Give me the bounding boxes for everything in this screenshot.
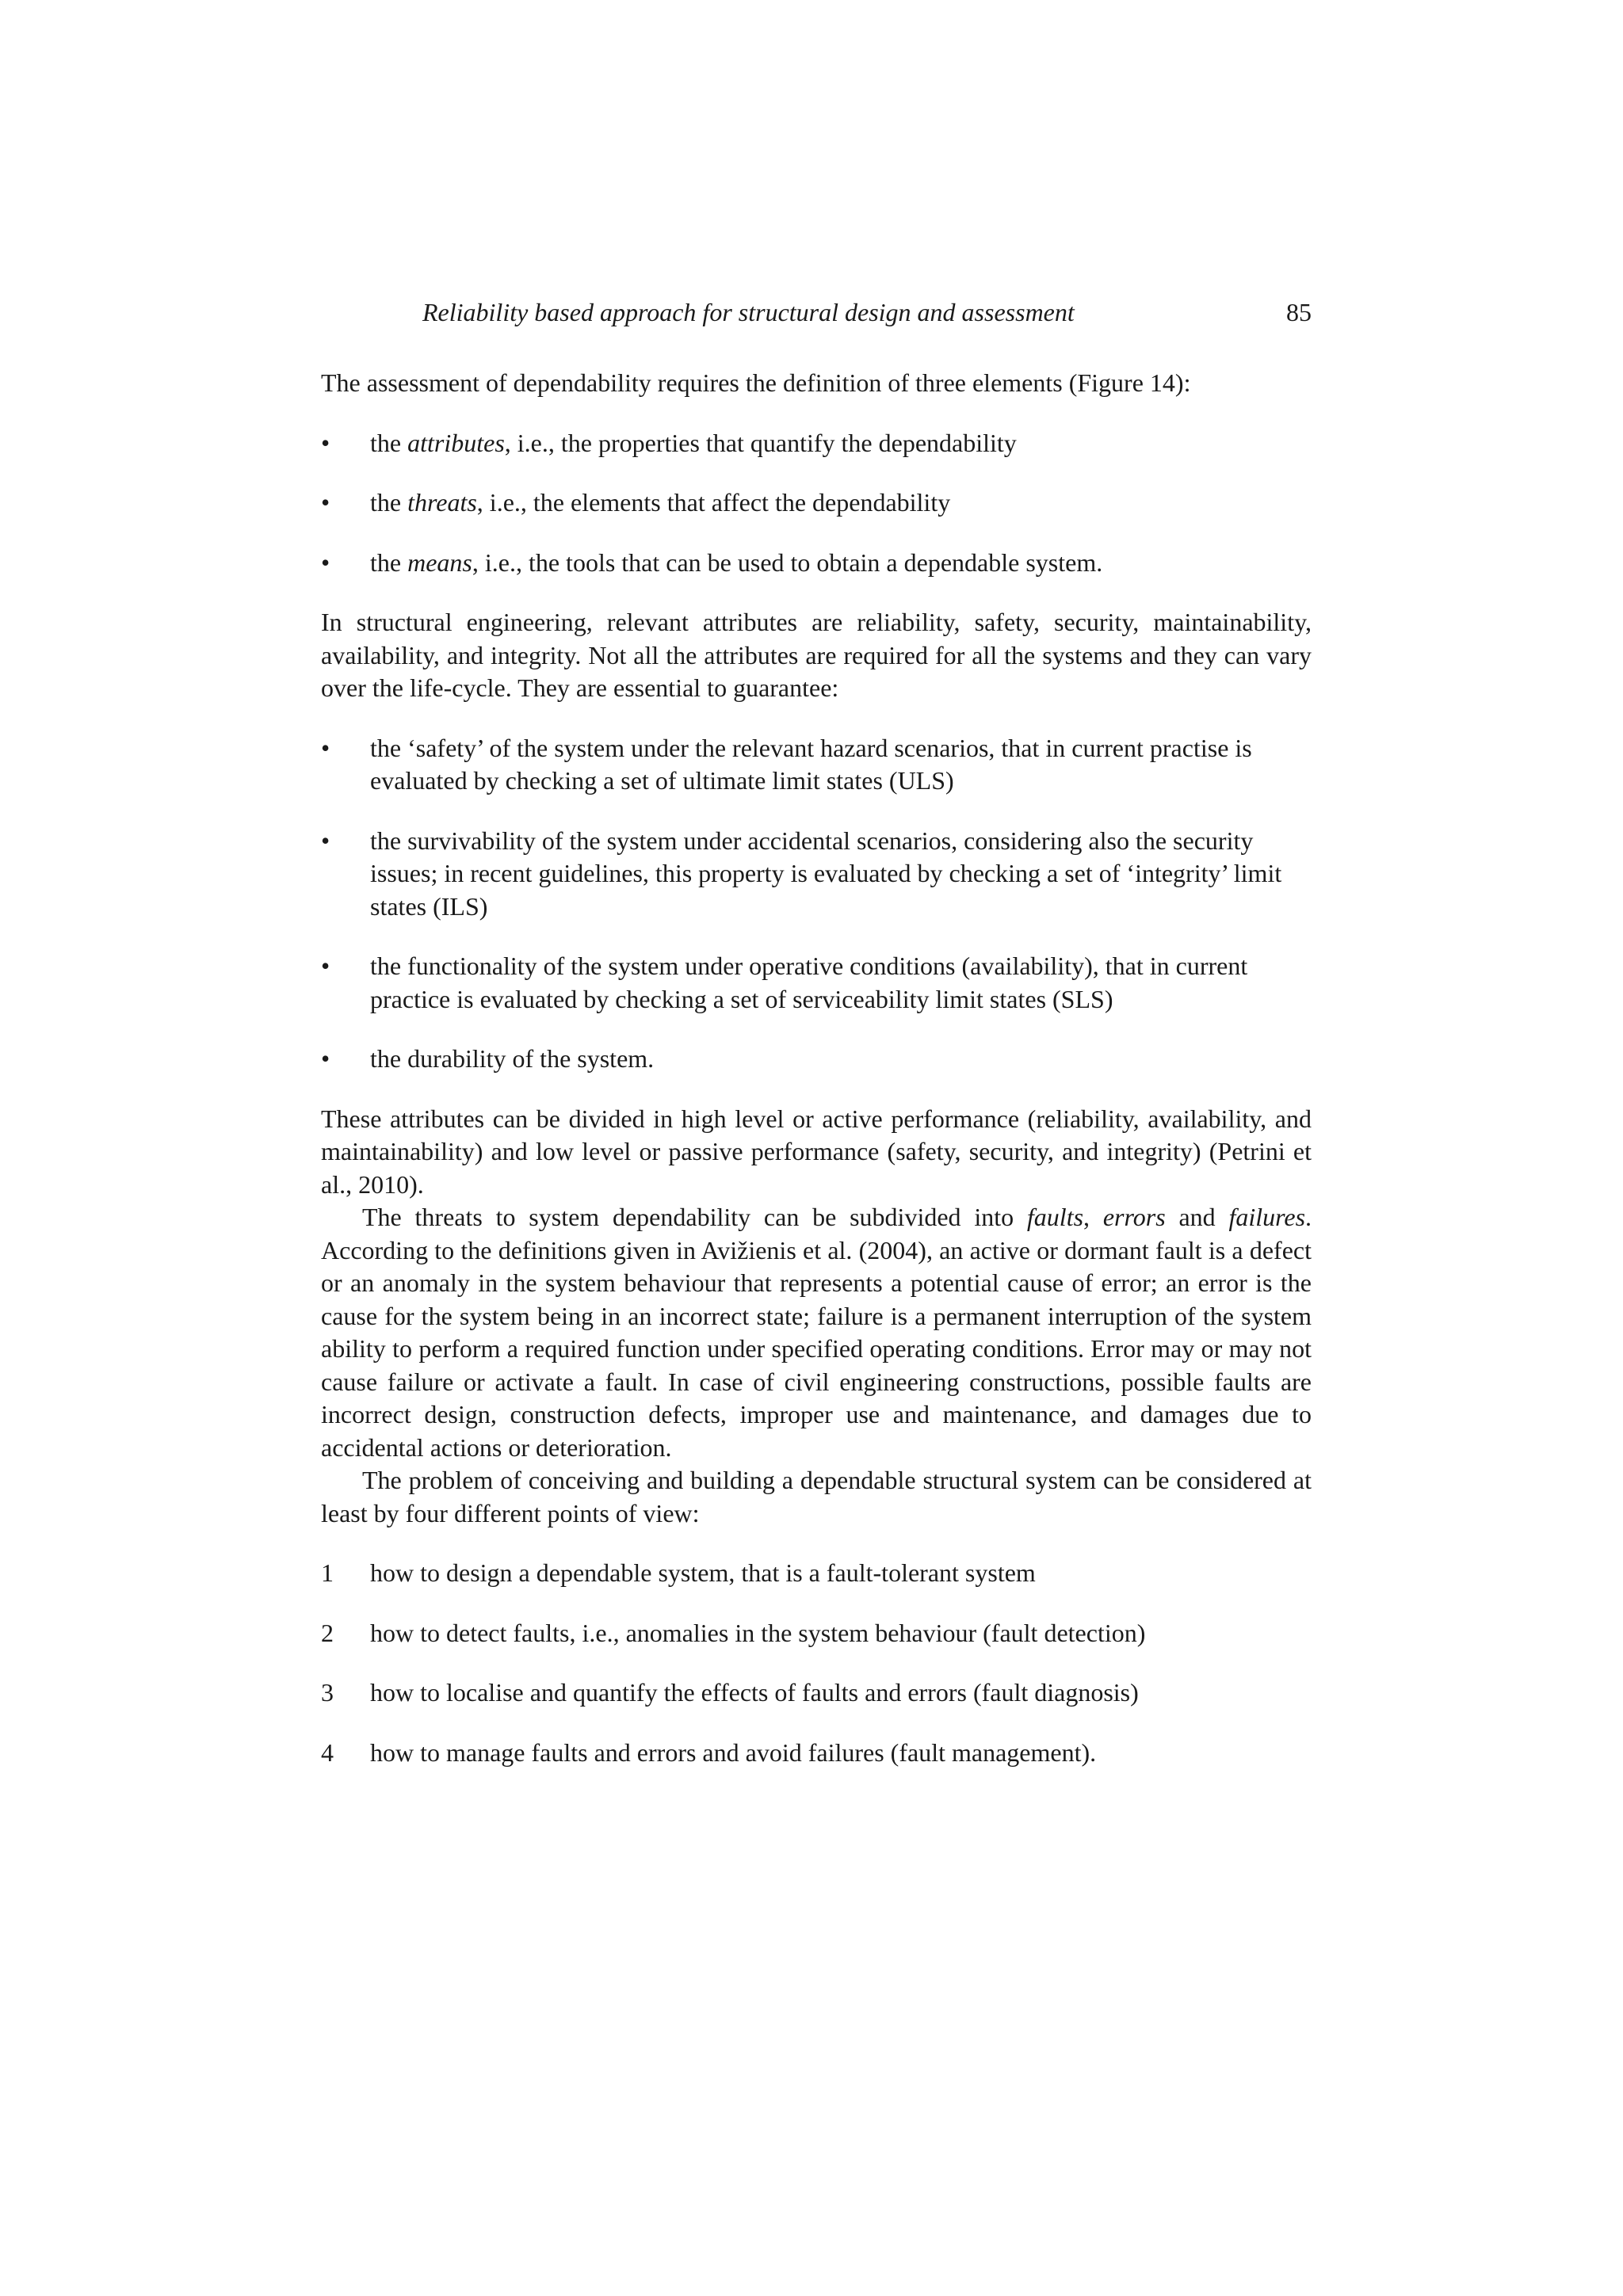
paragraph-text: The threats to system dependability can be subdivided into (362, 1203, 1027, 1231)
bullet-icon: • (321, 428, 330, 457)
term-errors: errors (1102, 1203, 1166, 1231)
list-number: 1 (321, 1558, 334, 1587)
item-text: the (370, 488, 408, 517)
paragraph-text: and (1165, 1203, 1229, 1231)
dependability-elements-list (321, 427, 1312, 580)
item-text: the survivability of the system under accidental scenarios, considering also the security issues; in recent guidelines, this property is evaluated by checking a set of ‘integrity’ limit states (ILS) (370, 826, 1282, 921)
intro-paragraph: The assessment of dependability requires the definition of three elements (Figure 14): (321, 368, 1191, 397)
bullet-icon: • (321, 952, 330, 980)
list-item (321, 1043, 1312, 1076)
list-item (321, 1737, 1312, 1770)
attributes-paragraph: In structural engineering, relevant attributes are reliability, safety, security, maintainability, availability, and integrity. Not all the attributes are required for all the systems and they can vary over the life-cycle. They are essential to guarantee: (321, 608, 1312, 702)
list-item (321, 950, 1312, 1016)
list-item (321, 427, 1312, 460)
bullet-icon: • (321, 488, 330, 517)
term-attributes: attributes (407, 428, 505, 457)
problem-paragraph: The problem of conceiving and building a dependable structural system can be considered at least by four different points of view: (321, 1466, 1312, 1527)
list-number: 3 (321, 1678, 334, 1707)
item-text: the (370, 547, 408, 577)
item-text: , i.e., the properties that quantify the dependability (504, 428, 1017, 457)
list-item (321, 547, 1312, 580)
paragraph-text: , (1083, 1203, 1103, 1231)
term-failures: failures (1228, 1203, 1306, 1231)
guarantee-list (321, 732, 1312, 1076)
list-item (321, 486, 1312, 520)
item-text: the ‘safety’ of the system under the relevant hazard scenarios, that in current practise is evaluated by checking a set of ultimate limit states (ULS) (370, 733, 1252, 795)
item-text: , i.e., the tools that can be used to obtain a dependable system. (472, 547, 1103, 577)
body-text (321, 367, 1312, 1796)
page-number: 85 (1286, 298, 1312, 326)
item-text: the functionality of the system under operative conditions (availability), that in current practice is evaluated by checking a set of serviceability limit states (SLS) (370, 952, 1248, 1013)
list-item (321, 1557, 1312, 1590)
running-header (321, 295, 1312, 330)
item-text: the (370, 428, 408, 457)
term-faults: faults (1026, 1203, 1084, 1231)
item-text: how to design a dependable system, that is a fault-tolerant system (370, 1558, 1036, 1587)
term-threats: threats (407, 488, 477, 517)
divided-paragraph: These attributes can be divided in high level or active performance (reliability, availability, and maintainability) and low level or passive performance (safety, security, and integrity) (Petrini et al., 2010). (321, 1104, 1312, 1199)
running-title: Reliability based approach for structural design and assessment (422, 298, 1075, 326)
list-item (321, 1617, 1312, 1650)
list-item (321, 825, 1312, 924)
item-text: how to detect faults, i.e., anomalies in the system behaviour (fault detection) (370, 1618, 1146, 1647)
item-text: , i.e., the elements that affect the dependability (476, 488, 951, 517)
threats-paragraph (321, 1201, 1312, 1464)
bullet-icon: • (321, 733, 330, 762)
term-means: means (407, 547, 472, 577)
item-text: how to localise and quantify the effects of faults and errors (fault diagnosis) (370, 1678, 1139, 1707)
points-of-view-list (321, 1557, 1312, 1769)
paragraph-text: . According to the definitions given in Avižienis et al. (2004), an active or dormant fault is a defect or an anomaly in the system behaviour that represents a potential cause of error; an error is the cause for the system being in an incorrect state; failure is a permanent interruption of the system ability to perform a required function under specified operating conditions. Error may or may not cause failure or activate a fault. In case of civil engineering constructions, possible faults are incorrect design, construction defects, improper use and maintenance, and damages due to accidental actions or deterioration. (321, 1203, 1312, 1462)
bullet-icon: • (321, 1044, 330, 1073)
bullet-icon: • (321, 547, 330, 577)
bullet-icon: • (321, 826, 330, 855)
list-number: 2 (321, 1618, 334, 1647)
list-item (321, 1676, 1312, 1710)
list-number: 4 (321, 1737, 334, 1767)
item-text: how to manage faults and errors and avoid failures (fault management). (370, 1737, 1097, 1767)
item-text: the durability of the system. (370, 1044, 655, 1073)
list-item (321, 732, 1312, 798)
